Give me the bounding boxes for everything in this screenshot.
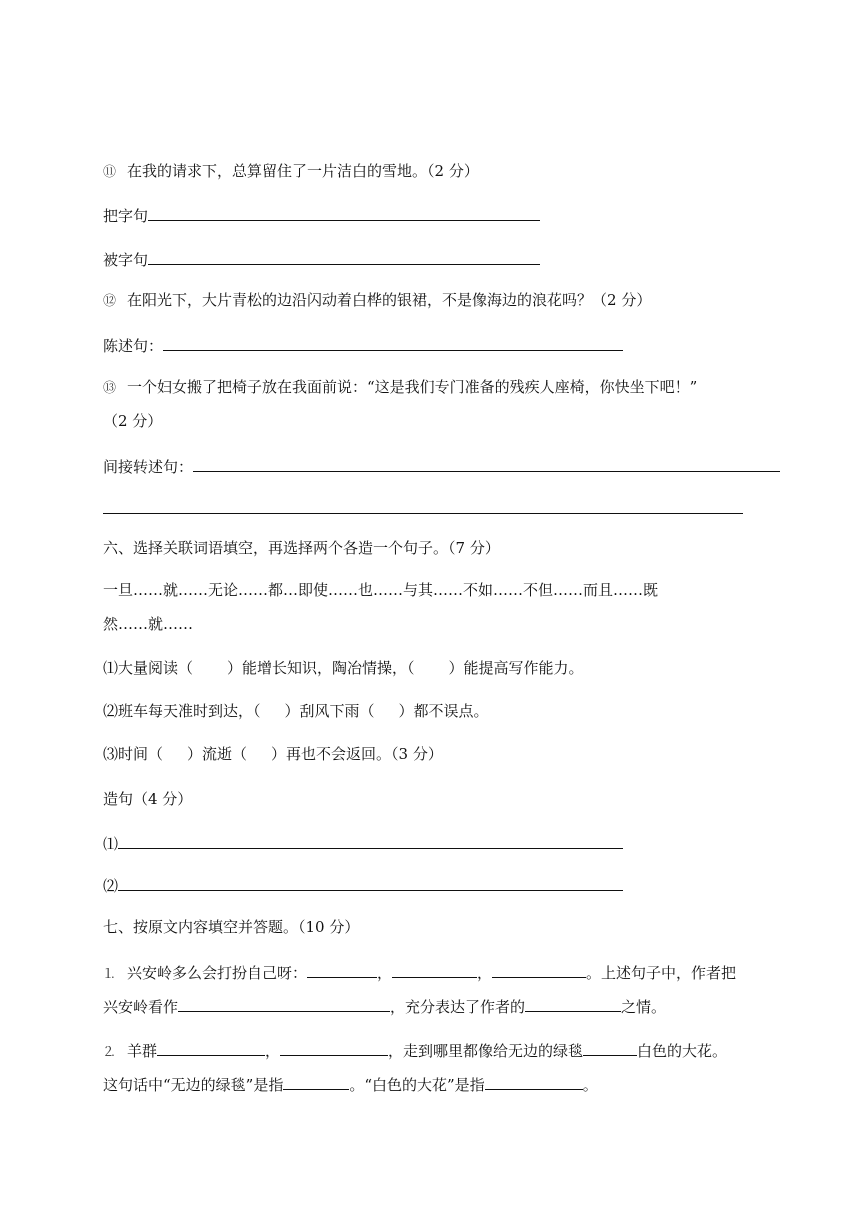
passage-text: ， xyxy=(477,964,493,982)
bei-sentence-line xyxy=(103,248,540,270)
sentence-number: ⑵ xyxy=(103,702,119,720)
q7-passage2 xyxy=(103,1039,727,1063)
answer-blank[interactable] xyxy=(485,1073,583,1090)
q5-item1 xyxy=(103,161,479,183)
item-marker: ⒈ xyxy=(103,967,117,982)
answer-blank[interactable] xyxy=(583,1039,637,1056)
sentence-number: ⑵ xyxy=(103,877,119,895)
answer-blank[interactable] xyxy=(178,995,390,1012)
item-text: 在阳光下，大片青松的边沿闪动着白桦的银裙，不是像海边的浪花吗？（2 分） xyxy=(127,291,652,309)
sentence-part: ）流逝（ xyxy=(187,745,248,763)
ba-sentence-line xyxy=(103,204,540,226)
passage-text: ，充分表达了作者的 xyxy=(390,998,526,1016)
bei-label: 被字句 xyxy=(103,251,149,269)
q5-item3-score xyxy=(103,411,162,431)
q5-item3 xyxy=(103,377,697,399)
q6-sentence1 xyxy=(103,658,584,678)
passage-text: ， xyxy=(377,964,393,982)
q6-sentence3 xyxy=(103,744,443,764)
sentence-part: ）都不误点。 xyxy=(398,702,489,720)
sentence-number: ⑴ xyxy=(103,835,119,853)
q7-heading: 七、按原文内容填空并答题。（10 分） xyxy=(103,918,360,936)
sentence-part: 班车每天准时到达，（ xyxy=(118,702,261,720)
sentence-part: ）再也不会返回。（3 分） xyxy=(271,745,443,763)
passage-text: 兴安岭看作 xyxy=(103,998,179,1016)
passage-text: ， xyxy=(265,1042,281,1060)
passage-text: 之情。 xyxy=(621,998,667,1016)
passage-text: 。“白色的大花”是指 xyxy=(349,1076,485,1094)
answer-blank[interactable] xyxy=(280,1039,388,1056)
passage-text: 兴安岭多么会打扮自己呀： xyxy=(127,964,308,982)
sentence-number: ⑶ xyxy=(103,745,119,763)
item-marker: ⑫ xyxy=(103,294,117,309)
passage-text: 白色的大花。 xyxy=(637,1042,728,1060)
answer-blank[interactable] xyxy=(283,1073,349,1090)
answer-blank[interactable] xyxy=(163,334,623,351)
jianjie-label: 间接转述句： xyxy=(103,458,194,476)
answer-blank[interactable] xyxy=(525,995,621,1012)
item-marker: ⑬ xyxy=(103,381,117,396)
passage-text: 。上述句子中，作者把 xyxy=(586,964,737,982)
chenshu-line xyxy=(103,334,623,356)
q7-passage1 xyxy=(103,961,736,985)
sentence-part: ）能提高写作能力。 xyxy=(448,659,584,677)
zaoju-line-2 xyxy=(103,874,623,896)
sentence-part: ）能增长知识，陶冶情操，（ xyxy=(227,659,415,677)
sentence-part: 大量阅读（ xyxy=(118,659,194,677)
answer-blank[interactable] xyxy=(118,874,623,891)
q6-sentence2 xyxy=(103,701,489,721)
item-text: 在我的请求下，总算留住了一片洁白的雪地。（2 分） xyxy=(127,162,479,180)
passage-text: 。 xyxy=(582,1076,598,1094)
passage-text: 羊群 xyxy=(127,1042,158,1060)
q6-heading: 六、选择关联词语填空，再选择两个各造一个句子。（7 分） xyxy=(103,539,500,557)
passage-text: ，走到哪里都像给无边的绿毯 xyxy=(388,1042,584,1060)
answer-blank[interactable] xyxy=(492,961,586,978)
sentence-part: 时间（ xyxy=(118,745,164,763)
answer-blank[interactable] xyxy=(307,961,377,978)
answer-blank[interactable] xyxy=(392,961,477,978)
answer-blank[interactable] xyxy=(148,204,540,221)
passage-text: 这句话中“无边的绿毯”是指 xyxy=(103,1076,284,1094)
chenshu-label: 陈述句： xyxy=(103,337,164,355)
conjunction-words-line2: 然……就…… xyxy=(103,615,194,633)
q7-passage2-cont xyxy=(103,1073,598,1095)
item-marker: ⒉ xyxy=(103,1045,117,1060)
q7-passage1-cont xyxy=(103,995,666,1017)
answer-blank[interactable] xyxy=(157,1039,265,1056)
item-marker: ⑪ xyxy=(103,165,117,180)
jianjie-line xyxy=(103,455,780,477)
zaoju-label: 造句（4 分） xyxy=(103,790,193,808)
sentence-number: ⑴ xyxy=(103,659,119,677)
answer-blank[interactable] xyxy=(193,455,780,472)
answer-blank[interactable] xyxy=(118,832,623,849)
sentence-part: ）刮风下雨（ xyxy=(284,702,375,720)
q5-item2 xyxy=(103,290,651,312)
score: （2 分） xyxy=(103,412,163,430)
ba-label: 把字句 xyxy=(103,207,149,225)
zaoju-line-1 xyxy=(103,832,623,854)
answer-blank[interactable] xyxy=(148,248,540,265)
answer-rule[interactable] xyxy=(103,513,743,514)
item-text: 一个妇女搬了把椅子放在我面前说：“这是我们专门准备的残疾人座椅，你快坐下吧！” xyxy=(127,378,698,396)
conjunction-words-line1: 一旦……就……无论……都…即使……也……与其……不如……不但……而且……既 xyxy=(103,581,659,599)
